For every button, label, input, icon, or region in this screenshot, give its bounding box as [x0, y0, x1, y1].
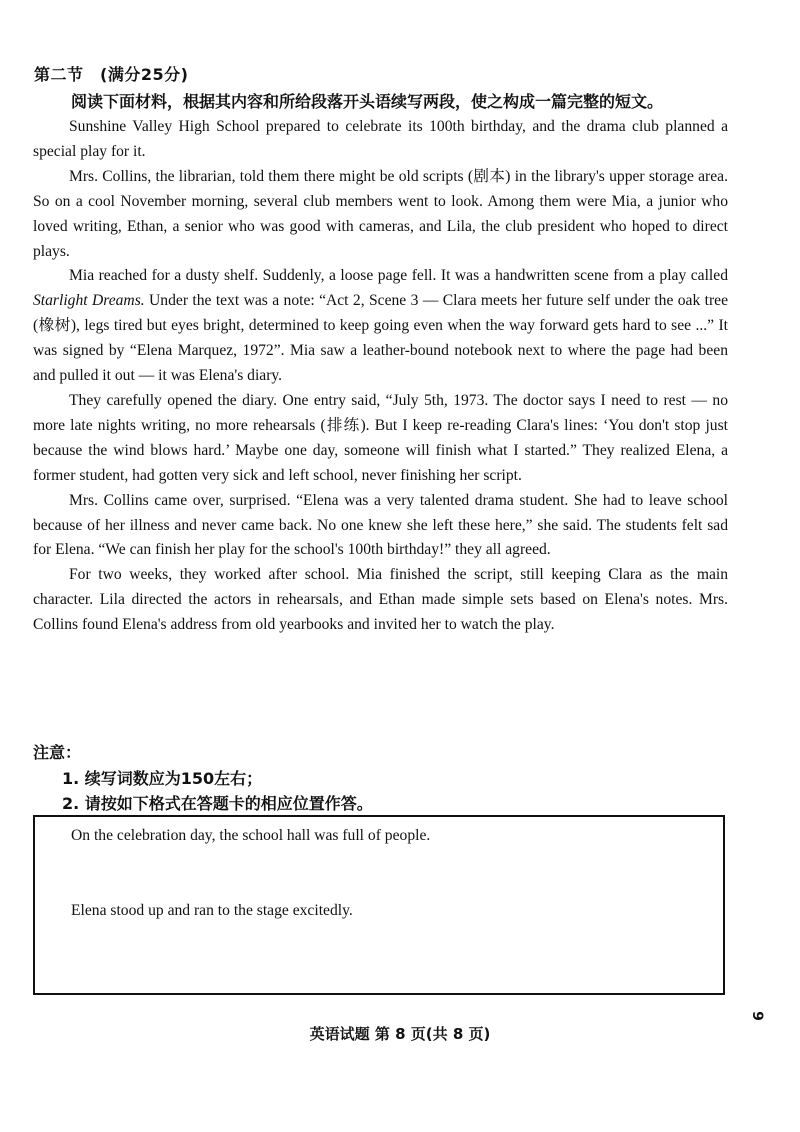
- passage-paragraph-1: Sunshine Valley High School prepared to celebrate its 100th birthday, and the drama club planned a special play for it.: [33, 118, 728, 160]
- note-item-2: 2. 请按如下格式在答题卡的相应位置作答。: [62, 794, 373, 813]
- paragraph-3-text-b: Under the text was a note: “Act 2, Scene 3 — Clara meets her future self under the oak tree (橡树), legs tired but eyes bright, determined to keep going even when the way forward gets hard to see ...” It was signed by “Elena Marquez, 1972”. Mia saw a leather-bound notebook next to where the page had been and pulled it out — it was Elena's diary.: [33, 292, 729, 385]
- passage-paragraph-4: They carefully opened the diary. One entry said, “July 5th, 1973. The doctor says I need to rest — no more late nights writing, no more rehearsals (排练). But I keep re-reading Clara's lines: ‘You don't stop just because the wind blows hard.’ Maybe one day, someone will finish what I started.” They realized Elena, a former student, had gotten very sick and left school, never finishing her script.: [33, 391, 728, 484]
- notes-title: 注意：: [33, 743, 82, 762]
- section-instruction: 阅读下面材料，根据其内容和所给段落开头语续写两段，使之构成一篇完整的短文。: [71, 92, 664, 111]
- answer-box: [33, 815, 725, 995]
- section-title: 第二节 (满分25分): [34, 65, 189, 84]
- page-footer: 英语试题 第 8 页(共 8 页): [309, 1025, 491, 1043]
- paragraph-3-text-a: Mia reached for a dusty shelf. Suddenly, a loose page fell. It was a handwritten scene from a play called: [69, 267, 728, 285]
- passage-paragraph-3: [33, 264, 728, 389]
- passage-paragraph-6: For two weeks, they worked after school. Mia finished the script, still keeping Clara as the main character. Lila directed the actors in rehearsals, and Ethan made simple sets based on Elena's notes. Mrs. Collins found Elena's address from old yearbooks and invited her to watch the play.: [33, 566, 728, 634]
- passage-paragraph-5: Mrs. Collins came over, surprised. “Elena was a very talented drama student. She had to leave school because of her illness and never came back. No one knew she left these here,” she said. The students felt sad for Elena. “We can finish her play for the school's 100th birthday!” they all agreed.: [33, 491, 728, 559]
- paragraph-opening-2: Elena stood up and ran to the stage excitedly.: [71, 902, 353, 919]
- notes-list: [62, 766, 373, 816]
- note-item-1: 1. 续写词数应为150左右；: [62, 769, 263, 788]
- side-page-mark: 9: [748, 1011, 765, 1021]
- passage-paragraph-2: Mrs. Collins, the librarian, told them there might be old scripts (剧本) in the library's upper storage area. So on a cool November morning, several club members went to look. Among them were Mia, a junior who loved writing, Ethan, a senior who was good with cameras, and Lila, the club president who hoped to direct plays.: [33, 167, 728, 260]
- reading-passage: [33, 115, 728, 638]
- play-title: Starlight Dreams.: [33, 292, 145, 310]
- paragraph-opening-1: On the celebration day, the school hall was full of people.: [71, 827, 431, 844]
